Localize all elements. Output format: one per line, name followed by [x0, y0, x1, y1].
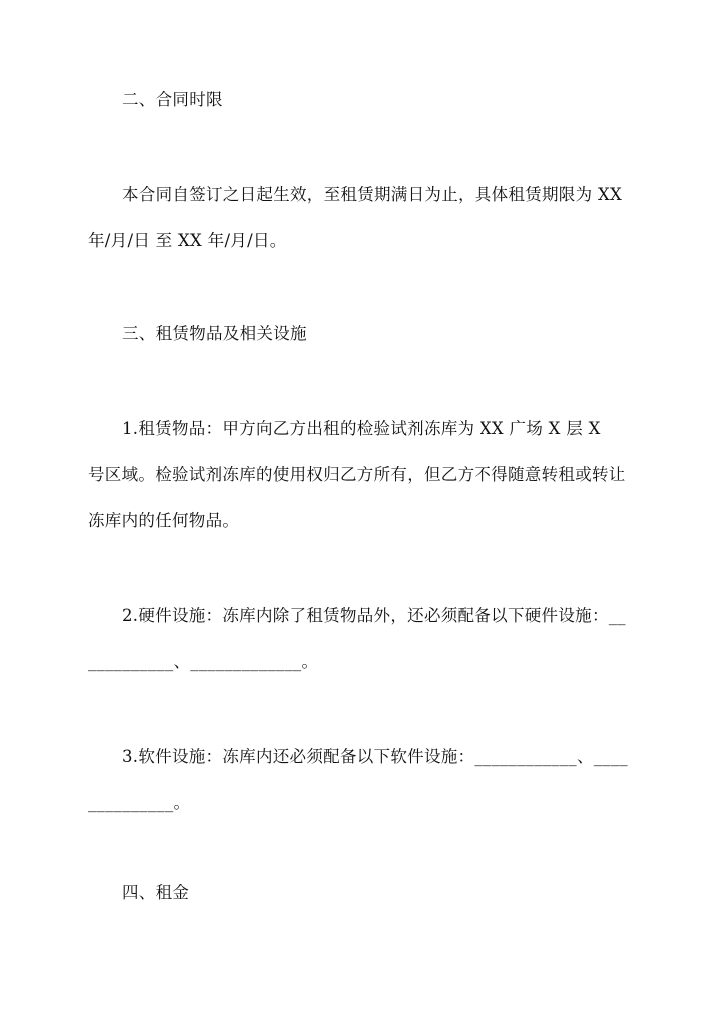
paragraph-line: 3.软件设施：冻库内还必须配备以下软件设施：____________、____ — [122, 747, 628, 766]
paragraph-line: 冻库内的任何物品。 — [88, 511, 240, 530]
section-heading-contract-term: 二、合同时限 — [122, 90, 223, 109]
paragraph-line: 年/月/日 至 XX 年/月/日。 — [88, 231, 287, 250]
paragraph-line: __________。 — [88, 793, 191, 812]
paragraph-line: __________、_____________。 — [88, 652, 319, 671]
section-heading-lease-items: 三、租赁物品及相关设施 — [122, 324, 307, 343]
paragraph-line: 号区域。检验试剂冻库的使用权归乙方所有，但乙方不得随意转租或转让 — [88, 465, 626, 484]
paragraph-line: 1.租赁物品：甲方向乙方出租的检验试剂冻库为 XX 广场 X 层 X — [122, 419, 601, 438]
paragraph-line: 2.硬件设施：冻库内除了租赁物品外，还必须配备以下硬件设施：__ — [122, 606, 626, 625]
section-heading-rent: 四、租金 — [122, 883, 190, 902]
paragraph-line: 本合同自签订之日起生效，至租赁期满日为止，具体租赁期限为 XX — [122, 185, 623, 204]
